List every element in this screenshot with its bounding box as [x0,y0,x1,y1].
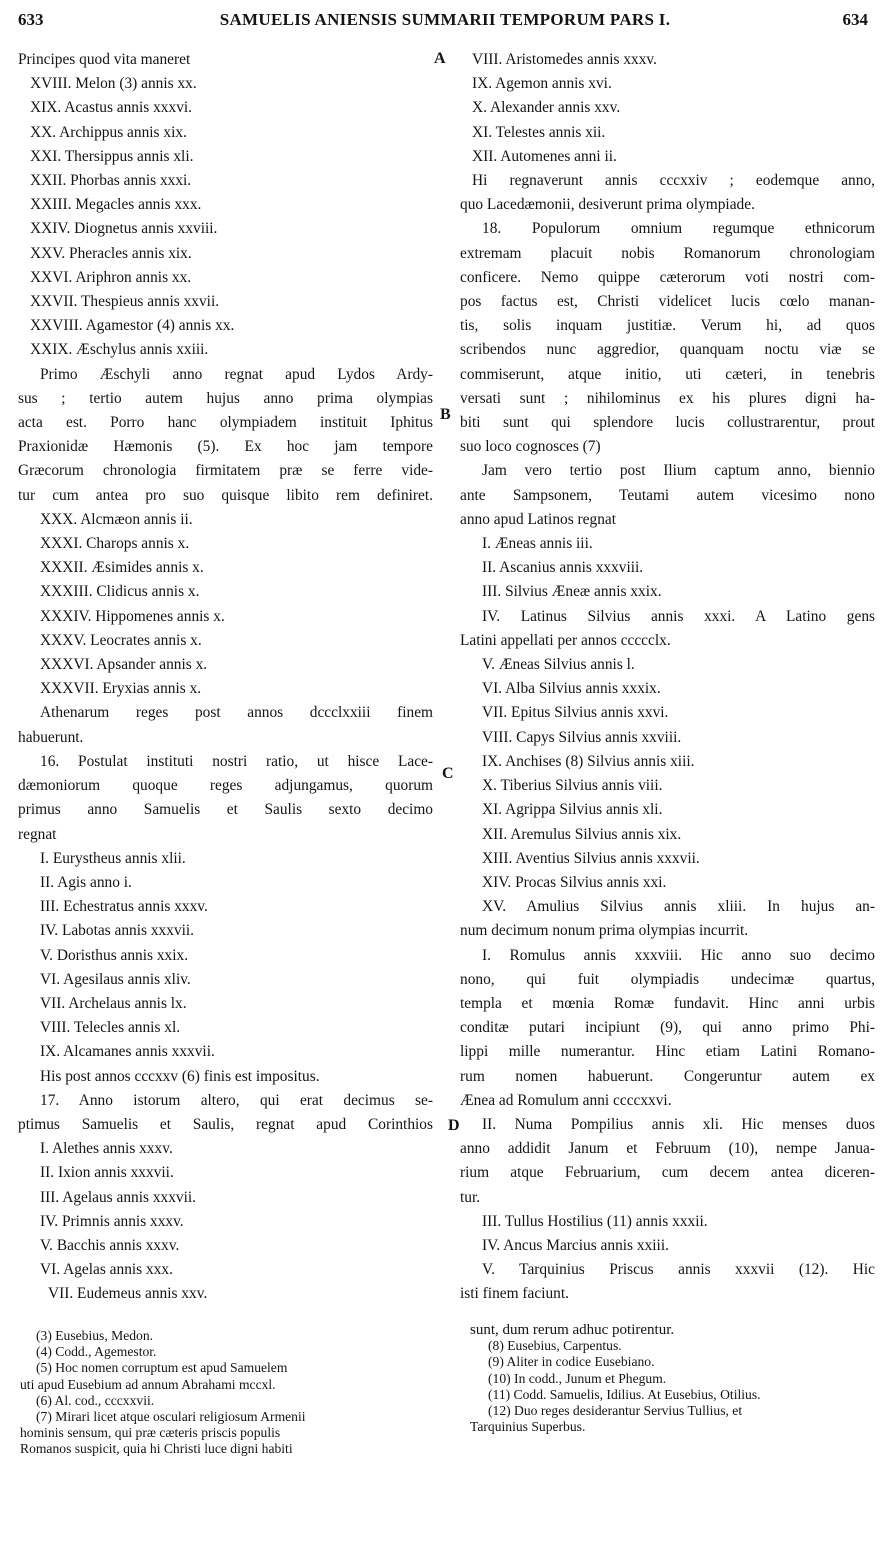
text-line: conditæ putari incipiunt (9), qui anno primo Phi- [460,1019,875,1037]
text-line: VIII. Telecles annis xl. [40,1019,181,1037]
page-number-right: 634 [842,10,868,29]
text-line: XI. Telestes annis xii. [472,123,606,141]
footnote-line: uti apud Eusebium ad annum Abrahami mccxl. [20,1376,276,1392]
text-line: habuerunt. [18,728,84,746]
text-line: 17. Anno istorum altero, qui erat decimus se- [40,1091,433,1109]
text-line: IX. Alcamanes annis xxxvii. [40,1043,215,1061]
text-line: III. Echestratus annis xxxv. [40,898,208,916]
text-line: XIX. Acastus annis xxxvi. [30,99,193,117]
text-line: XXIV. Diognetus annis xxviii. [30,220,218,238]
margin-letter-b: B [440,406,451,423]
running-title: SAMUELIS ANIENSIS SUMMARII TEMPORUM PARS I. [219,10,671,29]
text-line: I. Eurystheus annis xlii. [40,849,186,867]
text-line: tis, solis inquam justitiæ. Verum hi, ad quos [460,317,875,335]
text-line: XXVII. Thespieus annis xxvii. [30,293,220,311]
text-line: I. Æneas annis iii. [482,535,593,553]
text-line: XXXVI. Apsander annis x. [40,656,208,674]
text-line: XXX. Alcmæon annis ii. [40,510,193,528]
footnote-line: (8) Eusebius, Carpentus. [488,1338,622,1354]
page-number-left: 633 [18,10,44,29]
text-line: Ænea ad Romulum anni ccccxxvi. [460,1091,672,1109]
text-line: isti finem faciunt. [460,1285,569,1303]
footnote-line: (12) Duo reges desiderantur Servius Tullius, et [488,1403,743,1419]
text-line: XX. Archippus annis xix. [30,123,187,141]
text-line: IV. Labotas annis xxxvii. [40,922,195,940]
text-line: XXXVII. Eryxias annis x. [40,680,202,698]
text-line: II. Numa Pompilius annis xli. Hic menses duos [482,1115,875,1133]
text-line: templa et mœnia Romæ fundavit. Hinc anni urbis [460,994,875,1012]
text-line: extremam placuit nobis Romanorum chronologiam [460,244,875,262]
text-line: Athenarum reges post annos dccclxxiii finem [40,704,433,722]
footnote-line: (4) Codd., Agemestor. [36,1344,157,1360]
text-line: XXIX. Æschylus annis xxiii. [30,341,209,359]
text-line: dæmoniorum quoque reges adjungamus, quorum [18,777,433,795]
text-line: His post annos cccxxv (6) finis est impositus. [40,1067,320,1085]
text-line: Hi regnaverunt annis cccxxiv ; eodemque anno, [472,172,875,190]
page-header [14,10,876,36]
text-line: XXI. Thersippus annis xli. [30,147,194,165]
text-line: XIV. Procas Silvius annis xxi. [482,873,667,891]
text-line: 16. Postulat instituti nostri ratio, ut hisce Lace- [40,752,433,770]
text-line: anno apud Latinos regnat [460,510,616,528]
text-line: V. Bacchis annis xxxv. [40,1236,180,1254]
text-line: Latini appellati per annos ccccclx. [460,631,671,649]
text-line: regnat [18,825,57,843]
footnote-line: (7) Mirari licet atque osculari religiosum Armenii [36,1409,306,1425]
text-line: acta est. Porro hanc olympiadem instituit Iphitus [18,414,433,432]
text-line: quo Lacedæmonii, desiverunt prima olympiade. [460,196,755,214]
text-line: IV. Primnis annis xxxv. [40,1212,184,1230]
text-line: V. Tarquinius Priscus annis xxxvii (12). Hic [482,1261,875,1279]
text-line: III. Tullus Hostilius (11) annis xxxii. [482,1212,708,1230]
text-line: III. Agelaus annis xxxvii. [40,1188,197,1206]
footnote-line: Tarquinius Superbus. [470,1419,586,1435]
text-line: Praxionidæ Hæmonis (5). Ex hoc jam tempore [18,438,433,456]
footnote-line: (3) Eusebius, Medon. [36,1328,154,1343]
text-line: scribendos nunc aggredior, quanquam noctu viæ se [460,341,875,359]
footnote-line: (5) Hoc nomen corruptum est apud Samuelem [36,1360,288,1376]
text-line: XXXIII. Clidicus annis x. [40,583,200,601]
text-line: X. Alexander annis xxv. [472,99,621,117]
text-line: VIII. Aristomedes annis xxxv. [472,51,657,68]
text-line: V. Doristhus annis xxix. [40,946,189,964]
text-line: 18. Populorum omnium regumque ethnicorum [482,220,875,238]
margin-letter-a: A [434,50,446,67]
text-line: pos factus est, Christi videlicet lucis cœlo manan- [460,293,875,311]
left-column [18,48,433,1307]
footnote-line: (11) Codd. Samuelis, Idilius. At Eusebius, Otilius. [488,1386,761,1402]
text-line: XXVI. Ariphron annis xx. [30,268,192,286]
footnotes-left [20,1328,466,1458]
text-line: sus ; tertio autem hujus anno prima olympias [18,389,433,407]
text-line: tur cum antea pro suo quisque libito rem definiret. [18,486,433,504]
margin-letter-d: D [448,1117,460,1134]
text-line: tur. [460,1188,481,1206]
text-line: II. Ascanius annis xxxviii. [482,559,644,577]
text-line: IX. Anchises (8) Silvius annis xiii. [482,752,695,770]
text-line: IV. Ancus Marcius annis xxiii. [482,1236,669,1254]
text-line: XXII. Phorbas annis xxxi. [30,172,192,190]
text-line: versati sunt ; nihilominus ex his plures digni ha- [460,389,875,407]
footnotes-right [470,1322,890,1435]
text-line: num decimum nonum prima olympias incurrit. [460,922,749,940]
text-line: XXVIII. Agamestor (4) annis xx. [30,317,235,335]
footnote-line: (6) Al. cod., cccxxvii. [36,1392,155,1408]
text-line: VII. Archelaus annis lx. [40,994,187,1012]
right-column [460,48,875,1307]
footnote-line: (9) Aliter in codice Eusebiano. [488,1354,655,1370]
text-line: XXXII. Æsimides annis x. [40,559,204,577]
text-line: IV. Latinus Silvius annis xxxi. A Latino gens [482,607,875,625]
text-line: VII. Epitus Silvius annis xxvi. [482,704,669,722]
footnote-line: (10) In codd., Junum et Phegum. [488,1370,667,1386]
text-line: XVIII. Melon (3) annis xx. [30,75,197,93]
text-line: XII. Automenes anni ii. [472,147,617,165]
text-line: conficere. Nemo quippe cæterorum voti nostri com- [460,268,875,286]
text-line: rum nomen habuerunt. Congeruntur autem ex [460,1067,875,1085]
text-line: X. Tiberius Silvius annis viii. [482,777,663,795]
text-line: XXXIV. Hippomenes annis x. [40,607,225,625]
text-line: V. Æneas Silvius annis l. [482,656,635,674]
text-line: XXIII. Megacles annis xxx. [30,196,202,214]
text-line: lippi mille numerantur. Hinc etiam Latini Romano- [460,1043,875,1061]
text-line: rium atque Februarium, cum decem antea diceren- [460,1164,875,1182]
text-line: III. Silvius Æneæ annis xxix. [482,583,662,601]
text-line: XV. Amulius Silvius annis xliii. In hujus an- [482,898,875,916]
text-line: VII. Eudemeus annis xxv. [48,1285,208,1303]
text-line: nono, qui fuit olympiadis undecimæ quartus, [460,970,875,988]
text-line: Jam vero tertio post Ilium captum anno, biennio [482,462,875,480]
text-line: I. Alethes annis xxxv. [40,1140,173,1158]
text-line: anno addidit Janum et Februum (10), nempe Janua- [460,1140,875,1158]
margin-letter-c: C [442,765,454,782]
text-line: suo loco cognosces (7) [460,438,601,456]
text-line: Principes quod vita maneret [18,51,191,68]
text-line: XXXI. Charops annis x. [40,535,190,553]
text-line: biti sunt qui splendore lucis collustrarentur, prout [460,414,875,432]
text-line: Græcorum chronologia firmitatem præ se ferre vide- [18,462,433,480]
text-line: II. Agis anno i. [40,873,132,891]
text-line: ptimus Samuelis et Saulis, regnat apud Corinthios [18,1115,433,1133]
text-line: commiserunt, atque initio, uti cæteri, in tenebris [460,365,875,383]
text-line: I. Romulus annis xxxviii. Hic anno suo decimo [482,946,875,964]
text-line: VI. Agelas annis xxx. [40,1261,173,1279]
footnote-line: sunt, dum rerum adhuc potirentur. [470,1322,675,1338]
text-line: primus anno Samuelis et Saulis sexto decimo [18,801,433,819]
text-line: XII. Aremulus Silvius annis xix. [482,825,682,843]
text-line: VI. Alba Silvius annis xxxix. [482,680,661,698]
text-line: II. Ixion annis xxxvii. [40,1164,174,1182]
text-line: IX. Agemon annis xvi. [472,75,612,93]
text-line: XIII. Aventius Silvius annis xxxvii. [482,849,700,867]
text-line: XXV. Pheracles annis xix. [30,244,192,262]
text-line: XI. Agrippa Silvius annis xli. [482,801,663,819]
text-line: VI. Agesilaus annis xliv. [40,970,191,988]
text-line: XXXV. Leocrates annis x. [40,631,202,649]
footnote-line: hominis sensum, qui præ cæteris priscis populis [20,1425,281,1441]
text-line: VIII. Capys Silvius annis xxviii. [482,728,682,746]
text-line: ante Sampsonem, Teutami autem vicesimo nono [460,486,875,504]
footnote-line: Romanos suspicit, quia hi Christi luce digni habiti [20,1441,293,1457]
text-line: Primo Æschyli anno regnat apud Lydos Ardy- [40,365,433,383]
